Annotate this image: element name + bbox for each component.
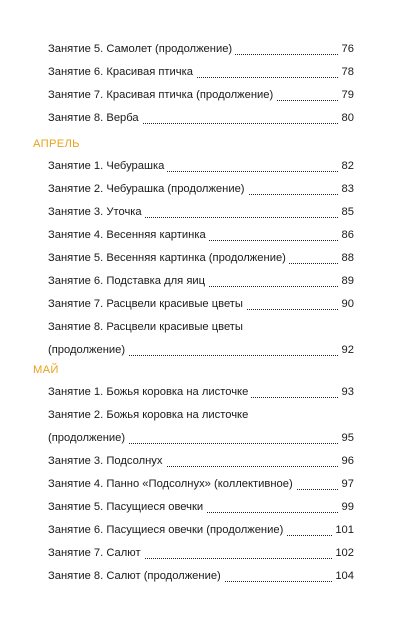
entry-title: Занятие 5. Весенняя картинка (продолжение) — [48, 247, 289, 269]
entry-title: Занятие 5. Самолет (продолжение) — [48, 38, 235, 60]
toc-entry — [48, 519, 354, 541]
page-number: 93 — [339, 381, 354, 403]
page-number: 96 — [339, 450, 354, 472]
toc-entry — [48, 270, 354, 292]
page-number: 78 — [339, 61, 354, 83]
toc-entry — [48, 496, 354, 518]
entry-title: Занятие 6. Пасущиеся овечки (продолжение) — [48, 519, 286, 541]
toc-entry — [48, 565, 354, 587]
page-number: 104 — [332, 565, 354, 587]
entry-title: Занятие 8. Расцвели красивые цветы — [48, 316, 246, 338]
entry-title: Занятие 7. Красивая птичка (продолжение) — [48, 84, 276, 106]
entry-title: Занятие 1. Чебурашка — [48, 155, 167, 177]
page-number: 86 — [339, 224, 354, 246]
page-number: 80 — [339, 107, 354, 129]
entry-title: Занятие 1. Божья коровка на листочке — [48, 381, 251, 403]
toc-entry — [48, 224, 354, 246]
entry-title: Занятие 3. Уточка — [48, 201, 145, 223]
entry-title: Занятие 2. Божья коровка на листочке — [48, 404, 251, 426]
entry-title: (продолжение) — [48, 427, 128, 449]
toc-entry — [48, 155, 354, 177]
toc-entry — [48, 61, 354, 83]
toc-entry — [48, 450, 354, 472]
toc-entry — [48, 404, 354, 426]
toc-entry — [48, 178, 354, 200]
entry-title: Занятие 4. Весенняя картинка — [48, 224, 209, 246]
page-number: 79 — [339, 84, 354, 106]
entry-title: (продолжение) — [48, 339, 128, 361]
toc-entry — [48, 542, 354, 564]
page-number: 102 — [332, 542, 354, 564]
toc-entry — [48, 381, 354, 403]
toc-entry — [48, 316, 354, 338]
toc-entry — [48, 473, 354, 495]
entry-title: Занятие 3. Подсолнух — [48, 450, 166, 472]
entry-title: Занятие 4. Панно «Подсолнух» (коллективное) — [48, 473, 296, 495]
toc-entry — [48, 38, 354, 60]
section-heading: МАЙ — [33, 364, 59, 376]
page-number: 92 — [339, 339, 354, 361]
section-heading: АПРЕЛЬ — [33, 138, 80, 150]
page-number: 85 — [339, 201, 354, 223]
toc-entry — [48, 339, 354, 361]
entry-title: Занятие 5. Пасущиеся овечки — [48, 496, 206, 518]
page-number: 90 — [339, 293, 354, 315]
toc-entry — [48, 107, 354, 129]
entry-title: Занятие 6. Красивая птичка — [48, 61, 196, 83]
entry-title: Занятие 8. Верба — [48, 107, 142, 129]
entry-title: Занятие 7. Салют — [48, 542, 144, 564]
page-number: 88 — [339, 247, 354, 269]
page-number: 76 — [339, 38, 354, 60]
entry-title: Занятие 6. Подставка для яиц — [48, 270, 208, 292]
toc-entry — [48, 427, 354, 449]
page-number: 101 — [332, 519, 354, 541]
page-number: 99 — [339, 496, 354, 518]
page-number: 83 — [339, 178, 354, 200]
page-number: 82 — [339, 155, 354, 177]
entry-title: Занятие 7. Расцвели красивые цветы — [48, 293, 246, 315]
toc-entry — [48, 84, 354, 106]
page-number: 97 — [339, 473, 354, 495]
toc-entry — [48, 201, 354, 223]
page-number: 89 — [339, 270, 354, 292]
toc-entry — [48, 293, 354, 315]
entry-title: Занятие 8. Салют (продолжение) — [48, 565, 224, 587]
entry-title: Занятие 2. Чебурашка (продолжение) — [48, 178, 248, 200]
page-number: 95 — [339, 427, 354, 449]
toc-entry — [48, 247, 354, 269]
